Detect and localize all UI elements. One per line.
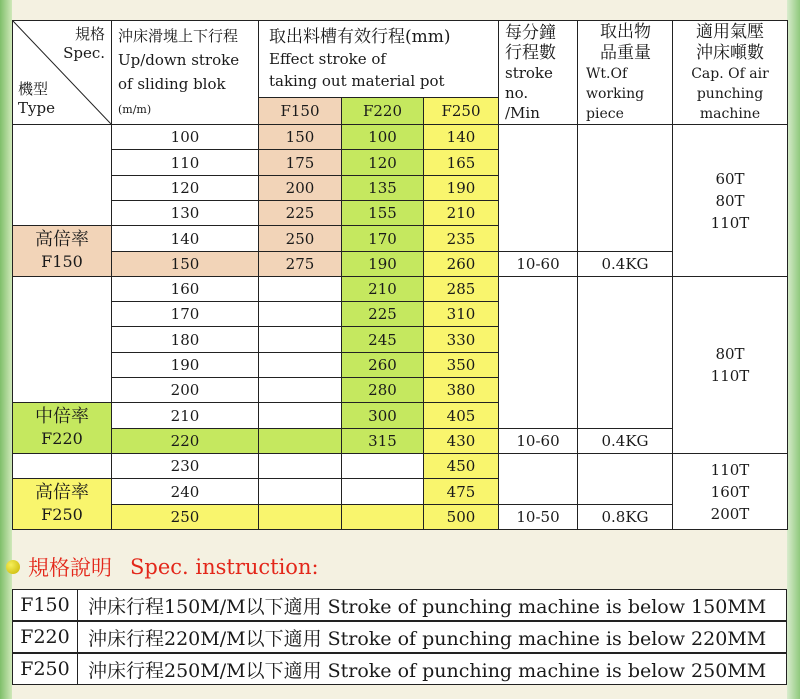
type-spec-header: 規格 Spec. 機型 Type <box>12 20 112 125</box>
f250-cell: 140 <box>423 124 499 150</box>
f150-cell: 275 <box>258 251 342 277</box>
weight-blank-cell <box>577 276 673 429</box>
capacity-cell: 80T 110T <box>672 276 788 454</box>
f150-cell <box>258 326 342 353</box>
f220-cell: 315 <box>341 428 424 454</box>
spec-instruction-title <box>6 552 319 582</box>
f220-cell: 120 <box>341 149 424 176</box>
capacity-cell: 60T 80T 110T <box>672 124 788 277</box>
type-label-cell: 中倍率 F220 <box>12 402 112 454</box>
f150-cell: 225 <box>258 200 342 226</box>
stroke-cell: 230 <box>111 453 259 479</box>
spm-blank-cell <box>498 453 578 505</box>
f250-cell: 475 <box>423 478 499 505</box>
f250-cell: 285 <box>423 276 499 302</box>
spec-row-f250 <box>12 653 787 685</box>
f220-cell: 135 <box>341 175 424 201</box>
col-header-f250: F250 <box>423 97 499 125</box>
stroke-cell: 150 <box>111 251 259 277</box>
col-header-f220: F220 <box>341 97 424 125</box>
f150-cell <box>258 478 342 505</box>
f220-cell <box>341 504 424 530</box>
weight-blank-cell <box>577 124 673 252</box>
spm-blank-cell <box>498 124 578 252</box>
f220-cell: 100 <box>341 124 424 150</box>
f250-cell: 235 <box>423 225 499 252</box>
stroke-cell: 130 <box>111 200 259 226</box>
spec-code: F220 <box>13 622 78 652</box>
stroke-cell: 200 <box>111 377 259 403</box>
f220-cell: 260 <box>341 352 424 378</box>
stroke-cell: 170 <box>111 301 259 327</box>
capacity-header: 適用氣壓 沖床噸數 Cap. Of air punching machine <box>672 20 788 125</box>
f250-cell: 350 <box>423 352 499 378</box>
type-blank-cell <box>12 276 112 403</box>
spm-cell: 10-50 <box>498 504 578 530</box>
spec-row-f150 <box>12 589 787 621</box>
f150-cell <box>258 276 342 302</box>
stroke-cell: 210 <box>111 402 259 429</box>
f150-cell <box>258 428 342 454</box>
f250-cell: 430 <box>423 428 499 454</box>
col-header-f150: F150 <box>258 97 342 125</box>
weight-cell: 0.8KG <box>577 504 673 530</box>
spm-blank-cell <box>498 276 578 429</box>
f220-cell: 225 <box>341 301 424 327</box>
f250-cell: 210 <box>423 200 499 226</box>
type-label-cell: 高倍率 F150 <box>12 225 112 277</box>
f150-cell: 200 <box>258 175 342 201</box>
f250-cell: 405 <box>423 402 499 429</box>
f220-cell: 210 <box>341 276 424 302</box>
f220-cell: 245 <box>341 326 424 353</box>
f150-cell <box>258 453 342 479</box>
f250-cell: 500 <box>423 504 499 530</box>
f220-cell <box>341 478 424 505</box>
f150-cell: 150 <box>258 124 342 150</box>
f150-cell <box>258 377 342 403</box>
type-label-cell: 高倍率 F250 <box>12 478 112 530</box>
f150-cell <box>258 402 342 429</box>
stroke-cell: 220 <box>111 428 259 454</box>
right-border-decoration <box>787 0 800 699</box>
f220-cell: 300 <box>341 402 424 429</box>
f150-cell: 250 <box>258 225 342 252</box>
stroke-cell: 160 <box>111 276 259 302</box>
f220-cell: 280 <box>341 377 424 403</box>
spec-title-en: Spec. instruction: <box>130 555 319 579</box>
f250-cell: 260 <box>423 251 499 277</box>
effect-stroke-header: 取出料槽有效行程(mm) Effect stroke of taking out material pot <box>258 20 499 98</box>
bullet-icon <box>6 560 20 574</box>
f150-cell <box>258 504 342 530</box>
spec-row-f220 <box>12 621 787 653</box>
f250-cell: 450 <box>423 453 499 479</box>
stroke-cell: 250 <box>111 504 259 530</box>
f250-cell: 310 <box>423 301 499 327</box>
stroke-cell: 240 <box>111 478 259 505</box>
stroke-cell: 110 <box>111 149 259 176</box>
f150-cell: 175 <box>258 149 342 176</box>
f250-cell: 380 <box>423 377 499 403</box>
f220-cell: 190 <box>341 251 424 277</box>
f220-cell: 170 <box>341 225 424 252</box>
capacity-cell: 110T 160T 200T <box>672 453 788 530</box>
stroke-cell: 180 <box>111 326 259 353</box>
type-blank-cell <box>12 453 112 479</box>
type-blank-cell <box>12 124 112 226</box>
stroke-cell: 120 <box>111 175 259 201</box>
stroke-header: 沖床滑塊上下行程 Up/down stroke of sliding blok (m/m) <box>111 20 259 125</box>
spec-code: F150 <box>13 590 78 620</box>
spm-cell: 10-60 <box>498 428 578 454</box>
f250-cell: 330 <box>423 326 499 353</box>
weight-cell: 0.4KG <box>577 428 673 454</box>
spm-header: 每分鐘 行程數 stroke no. /Min <box>498 20 578 125</box>
f250-cell: 165 <box>423 149 499 176</box>
stroke-cell: 140 <box>111 225 259 252</box>
stroke-cell: 190 <box>111 352 259 378</box>
spm-cell: 10-60 <box>498 251 578 277</box>
weight-cell: 0.4KG <box>577 251 673 277</box>
f220-cell: 155 <box>341 200 424 226</box>
weight-blank-cell <box>577 453 673 505</box>
f220-cell <box>341 453 424 479</box>
spec-desc: 沖床行程220M/M以下適用 Stroke of punching machine is below 220MM <box>88 627 767 650</box>
f150-cell <box>258 301 342 327</box>
spec-desc: 沖床行程250M/M以下適用 Stroke of punching machine is below 250MM <box>88 659 767 682</box>
spec-desc: 沖床行程150M/M以下適用 Stroke of punching machine is below 150MM <box>88 595 767 618</box>
spec-title-zh: 規格說明 <box>28 556 112 580</box>
weight-header: 取出物 品重量 Wt.Of working piece <box>577 20 673 125</box>
left-border-decoration <box>0 0 12 699</box>
stroke-cell: 100 <box>111 124 259 150</box>
f250-cell: 190 <box>423 175 499 201</box>
spec-code: F250 <box>13 654 78 684</box>
f150-cell <box>258 352 342 378</box>
